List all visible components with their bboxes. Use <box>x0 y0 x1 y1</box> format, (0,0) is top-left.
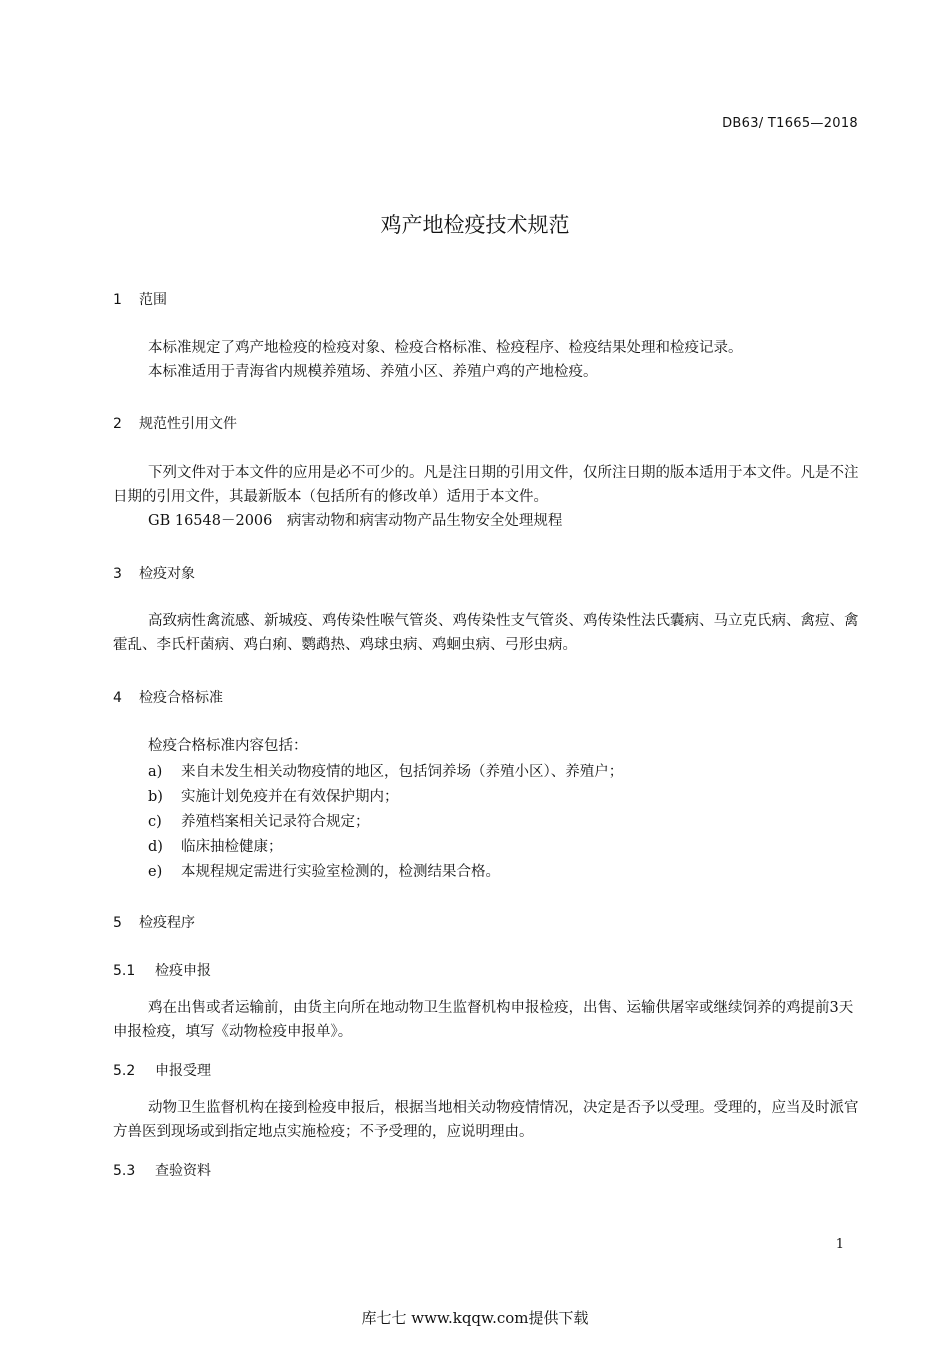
subsection-5-2-paragraph: 动物卫生监督机构在接到检疫申报后，根据当地相关动物疫情情况，决定是否予以受理。受理的，应当及时派官方兽医到现场或到指定地点实施检疫；不予受理的，应说明理由。 <box>113 1100 859 1140</box>
section-1-paragraph-2: 本标准适用于青海省内规模养殖场、养殖小区、养殖户鸡的产地检疫。 <box>148 364 598 380</box>
subsection-number: 5.2 <box>113 1063 136 1079</box>
list-marker: e) <box>148 864 163 880</box>
section-title: 规范性引用文件 <box>139 416 237 432</box>
section-number: 3 <box>113 566 122 582</box>
section-title: 范围 <box>139 292 167 308</box>
subsection-5-1-paragraph: 鸡在出售或者运输前，由货主向所在地动物卫生监督机构申报检疫，出售、运输供屠宰或继续饲养的鸡提前3天申报检疫，填写《动物检疫申报单》。 <box>113 1000 854 1040</box>
list-item-text: 实施计划免疫并在有效保护期内； <box>181 789 399 805</box>
section-3-paragraph-1: 高致病性禽流感、新城疫、鸡传染性喉气管炎、鸡传染性支气管炎、鸡传染性法氏囊病、马立克氏病、禽痘、禽霍乱、李氏杆菌病、鸡白痢、鹦鹉热、鸡球虫病、鸡蛔虫病、弓形虫病。 <box>113 613 859 653</box>
section-4-intro: 检疫合格标准内容包括： <box>148 738 308 754</box>
subsection-title: 申报受理 <box>155 1063 211 1079</box>
page-number: 1 <box>835 1237 844 1252</box>
section-number: 1 <box>113 292 122 308</box>
subsection-title: 查验资料 <box>155 1163 211 1179</box>
section-number: 5 <box>113 915 122 931</box>
subsection-5-2-heading <box>113 1060 211 1080</box>
subsection-5-1-heading <box>113 960 211 980</box>
section-title: 检疫对象 <box>139 566 195 582</box>
section-1-paragraph-1: 本标准规定了鸡产地检疫的检疫对象、检疫合格标准、检疫程序、检疫结果处理和检疫记录。 <box>148 340 743 356</box>
section-1-heading <box>113 289 167 309</box>
section-title: 检疫合格标准 <box>139 690 223 706</box>
section-2-heading <box>113 413 237 433</box>
subsection-number: 5.1 <box>113 963 136 979</box>
section-2-paragraph-1: 下列文件对于本文件的应用是必不可少的。凡是注日期的引用文件，仅所注日期的版本适用于本文件。凡是不注日期的引用文件，其最新版本（包括所有的修改单）适用于本文件。 <box>113 465 859 505</box>
list-marker: b) <box>148 789 163 805</box>
list-item-text: 本规程规定需进行实验室检测的，检测结果合格。 <box>181 864 500 880</box>
section-3-heading <box>113 563 195 583</box>
list-marker: d) <box>148 839 163 855</box>
list-marker: c) <box>148 814 162 830</box>
subsection-5-3-heading <box>113 1160 211 1180</box>
list-item-text: 来自未发生相关动物疫情的地区，包括饲养场（养殖小区）、养殖户； <box>181 764 624 780</box>
subsection-title: 检疫申报 <box>155 963 211 979</box>
list-item-text: 临床抽检健康； <box>181 839 283 855</box>
subsection-number: 5.3 <box>113 1163 136 1179</box>
section-4-heading <box>113 687 223 707</box>
list-item <box>148 785 399 806</box>
section-title: 检疫程序 <box>139 915 195 931</box>
section-5-heading <box>113 912 195 932</box>
section-number: 2 <box>113 416 122 432</box>
list-item-text: 养殖档案相关记录符合规定； <box>181 814 370 830</box>
page-title: 鸡产地检疫技术规范 <box>380 213 570 237</box>
list-marker: a) <box>148 764 163 780</box>
list-item <box>148 760 623 781</box>
section-2-reference: GB 16548－2006 病害动物和病害动物产品生物安全处理规程 <box>148 513 563 529</box>
list-item <box>148 810 370 831</box>
download-footer: 库七七 www.kqqw.com提供下载 <box>361 1309 589 1327</box>
list-item <box>148 835 283 856</box>
list-item <box>148 860 500 881</box>
section-number: 4 <box>113 690 122 706</box>
document-code: DB63/ T1665—2018 <box>722 116 858 131</box>
